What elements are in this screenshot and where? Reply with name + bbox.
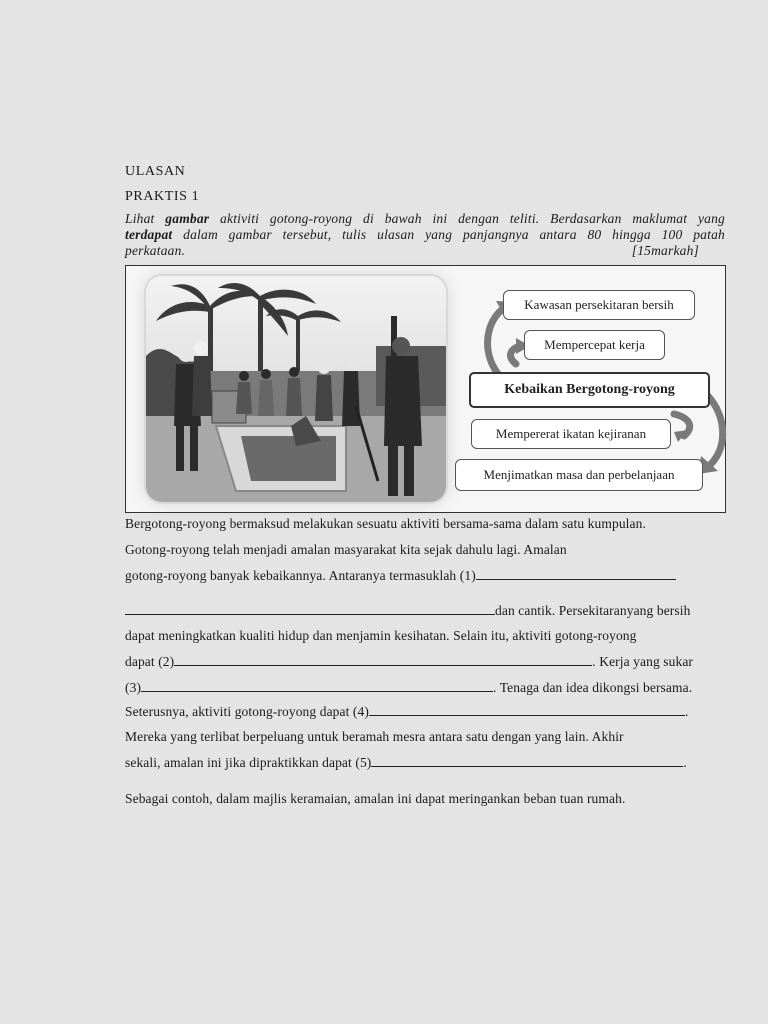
answer-blank-5[interactable]	[371, 754, 683, 767]
benefit-faster-work: Mempercepat kerja	[524, 330, 665, 360]
practice-heading: PRAKTIS 1	[125, 189, 200, 204]
marks-label: [15markah]	[631, 243, 699, 258]
passage-line-1: Bergotong-royong bermaksud melakukan sesuatu aktiviti bersama-sama dalam satu kumpulan.	[125, 516, 646, 531]
answer-blank-1-continued[interactable]	[125, 602, 495, 615]
answer-blank-2[interactable]	[174, 653, 592, 666]
instruction-line-2: terdapat dalam gambar tersebut, tulis ulasan yang panjangnya antara 80 hingga 100 patah	[125, 227, 725, 242]
passage-line-8: Seterusnya, aktiviti gotong-royong dapat (4) .	[125, 704, 689, 719]
passage-line-4: dan cantik. Persekitaranyang bersih	[125, 602, 690, 619]
benefit-clean-environment: Kawasan persekitaran bersih	[503, 290, 695, 320]
passage-line-5: dapat meningkatkan kualiti hidup dan menjamin kesihatan. Selain itu, aktiviti gotong-royong	[125, 628, 637, 643]
passage-line-9: Mereka yang terlibat berpeluang untuk beramah mesra antara satu dengan yang lain. Akhir	[125, 729, 624, 744]
benefit-save-time-money: Menjimatkan masa dan perbelanjaan	[455, 459, 703, 491]
instruction-line-3: perkataan. [15markah]	[125, 243, 699, 258]
section-heading: ULASAN	[125, 164, 186, 179]
answer-blank-3[interactable]	[141, 679, 493, 692]
passage-line-2: Gotong-royong telah menjadi amalan masyarakat kita sejak dahulu lagi. Amalan	[125, 542, 567, 557]
answer-blank-4[interactable]	[369, 703, 685, 716]
gotong-royong-figure	[125, 265, 726, 513]
passage-line-11: Sebagai contoh, dalam majlis keramaian, amalan ini dapat meringankan beban tuan rumah.	[125, 791, 626, 806]
passage-line-7: (3) . Tenaga dan idea dikongsi bersama.	[125, 680, 693, 695]
answer-blank-1[interactable]	[476, 567, 676, 580]
instruction-line-1: Lihat gambar aktiviti gotong-royong di bawah ini dengan teliti. Berdasarkan maklumat yang	[125, 211, 725, 226]
diagram-center-title: Kebaikan Bergotong-royong	[469, 372, 710, 408]
passage-line-6: dapat (2) . Kerja yang sukar	[125, 654, 694, 669]
benefit-neighbourhood-ties: Mempererat ikatan kejiranan	[471, 419, 671, 449]
instructions	[125, 211, 725, 259]
passage-line-10: sekali, amalan ini jika dipraktikkan dapat (5) .	[125, 755, 687, 770]
passage-line-3: gotong-royong banyak kebaikannya. Antaranya termasuklah (1)	[125, 567, 676, 584]
